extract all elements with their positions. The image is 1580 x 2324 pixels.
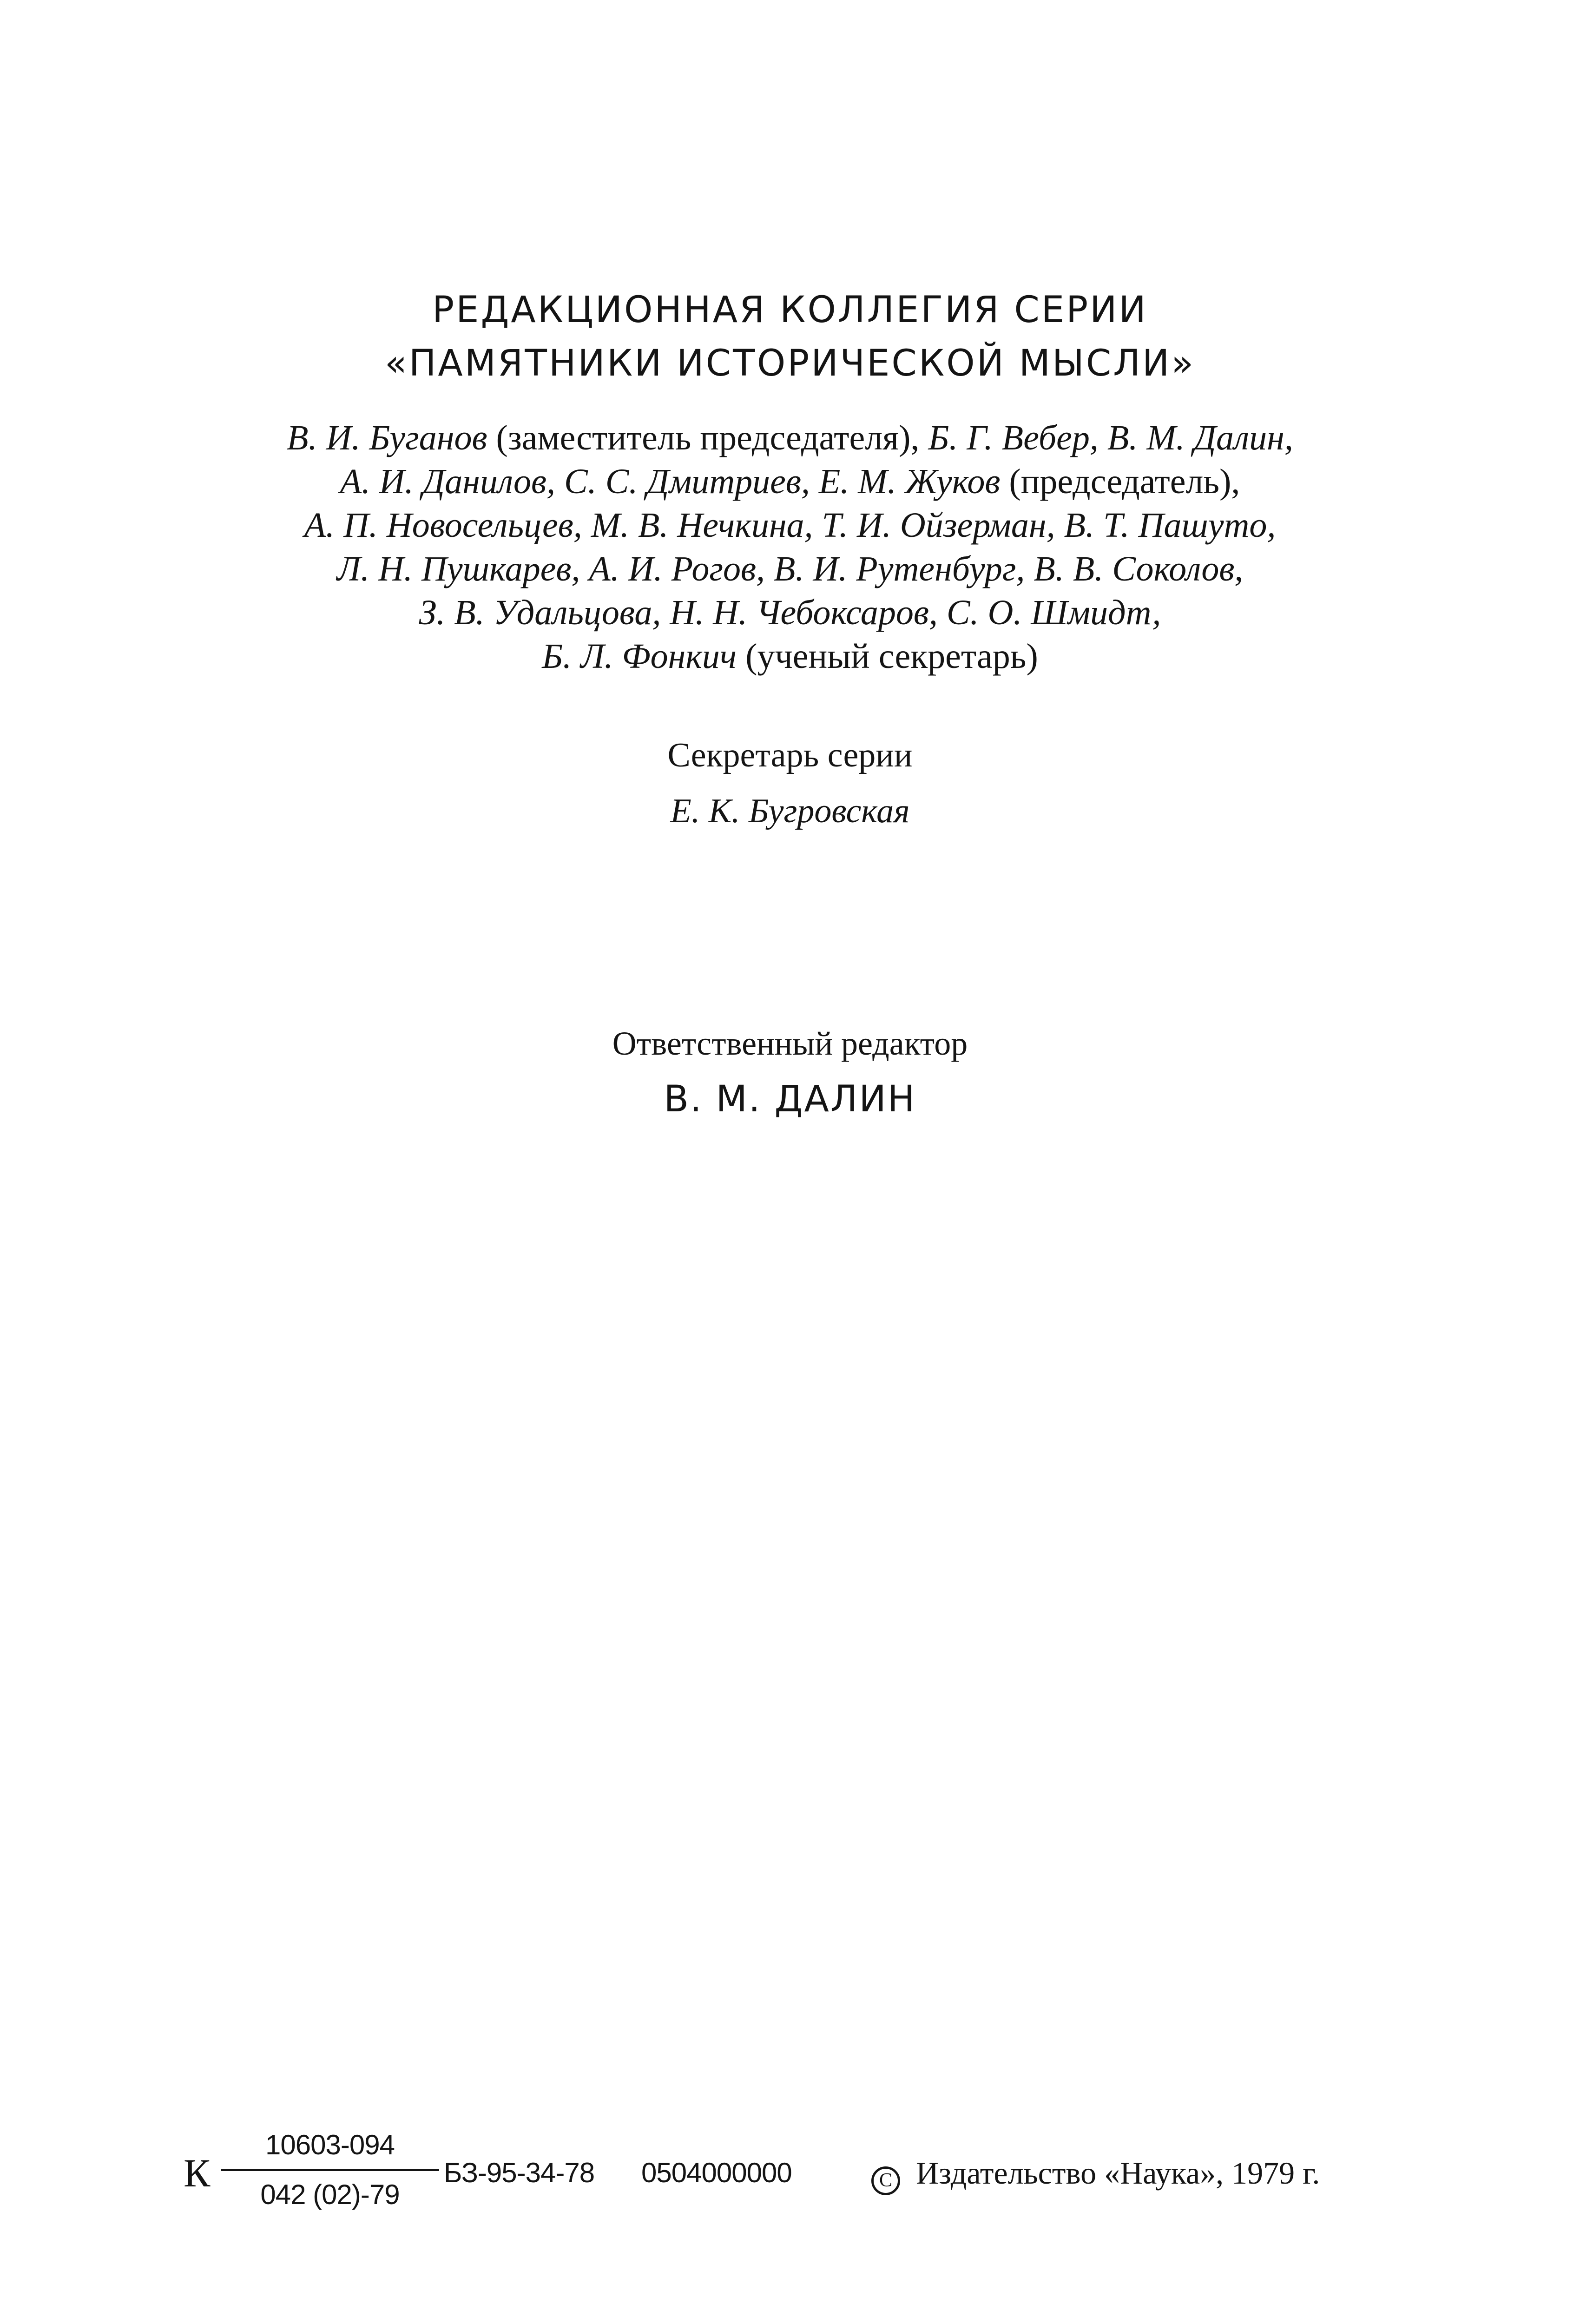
members-line-4 bbox=[0, 547, 1580, 591]
board-title bbox=[0, 284, 1580, 390]
editor-label: Ответственный редактор bbox=[612, 1025, 968, 1062]
member-name: А. П. Новосельцев, М. В. Нечкина, Т. И. Ойзерман, В. Т. Пашуто, bbox=[304, 506, 1276, 545]
imprint-code-2: 0504000000 bbox=[641, 2157, 792, 2188]
member-role: (заместитель председателя), bbox=[487, 418, 920, 457]
members-line-3 bbox=[0, 503, 1580, 547]
members-line-5 bbox=[0, 591, 1580, 634]
member-name: Б. Г. Вебер, В. М. Далин, bbox=[919, 418, 1293, 457]
board-title-line-1: РЕДАКЦИОННАЯ КОЛЛЕГИЯ СЕРИИ bbox=[432, 289, 1148, 331]
imprint-denominator: 042 (02)-79 bbox=[260, 2179, 400, 2210]
board-title-line-2: «ПАМЯТНИКИ ИСТОРИЧЕСКОЙ МЫСЛИ» bbox=[384, 343, 1196, 384]
member-name: В. И. Буганов bbox=[287, 418, 487, 457]
secretary-label: Секретарь серии bbox=[667, 736, 913, 774]
member-name: Б. Л. Фонкич bbox=[542, 637, 737, 676]
imprint-letter: К bbox=[184, 2151, 211, 2195]
board-members bbox=[0, 416, 1580, 678]
imprint bbox=[184, 2124, 1438, 2226]
imprint-numerator: 10603-094 bbox=[221, 2124, 439, 2171]
copyright-line bbox=[871, 2150, 1320, 2196]
member-name: Л. Н. Пушкарев, А. И. Рогов, В. И. Рутенбург, В. В. Соколов, bbox=[336, 549, 1244, 588]
member-role: (ученый секретарь) bbox=[737, 637, 1038, 676]
members-line-6 bbox=[0, 634, 1580, 678]
copyright-icon: C bbox=[871, 2166, 900, 2195]
secretary-name: Е. К. Бугровская bbox=[670, 792, 910, 830]
imprint-fraction bbox=[221, 2124, 439, 2216]
copyright-text: Издательство «Наука», 1979 г. bbox=[916, 2155, 1320, 2191]
member-name: А. И. Данилов, С. С. Дмитриев, Е. М. Жуков bbox=[340, 462, 1001, 501]
member-role: (председатель), bbox=[1000, 462, 1240, 501]
imprint-code-1: БЗ-95-34-78 bbox=[444, 2157, 595, 2188]
members-line-2 bbox=[0, 460, 1580, 503]
editor-name: В. М. ДАЛИН bbox=[664, 1078, 916, 1120]
members-line-1 bbox=[0, 416, 1580, 460]
member-name: З. В. Удальцова, Н. Н. Чебоксаров, С. О. Шмидт, bbox=[419, 593, 1161, 632]
